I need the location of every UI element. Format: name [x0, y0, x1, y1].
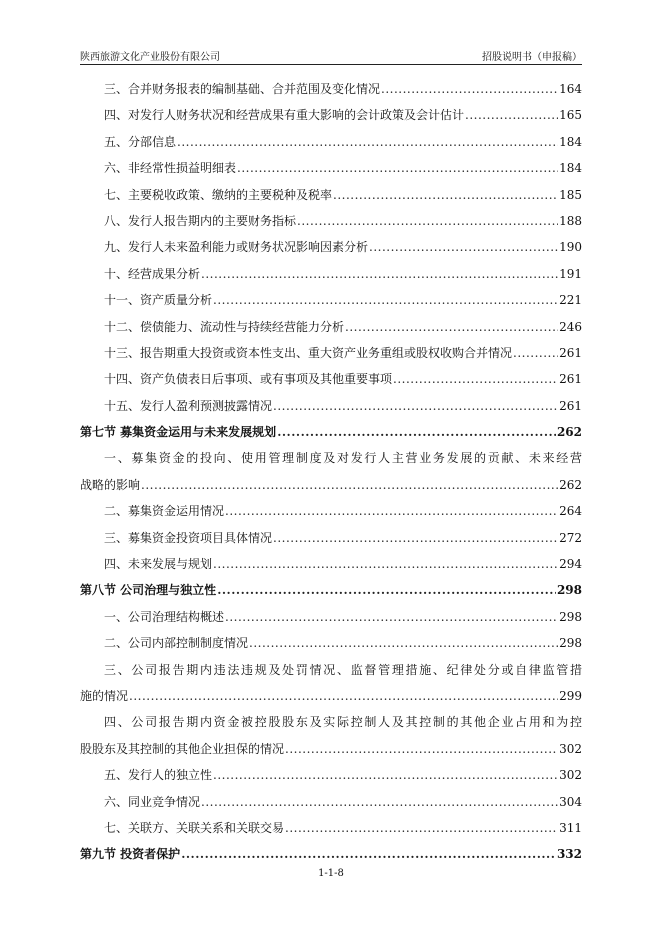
toc-section-entry[interactable] — [80, 577, 582, 603]
dot-leader — [369, 234, 558, 260]
toc-entry[interactable] — [80, 551, 582, 577]
dot-leader — [273, 525, 558, 551]
toc-entry-title: 九、发行人未来盈利能力或财务状况影响因素分析 — [104, 240, 369, 255]
toc-entry-title: 二、募集资金运用情况 — [104, 504, 225, 519]
toc-entry-title: 十三、报告期重大投资或资本性支出、重大资产业务重组或股权收购合并情况 — [104, 345, 513, 360]
toc-entry-page-number: 246 — [559, 319, 582, 334]
toc-entry-title: 十四、资产负债表日后事项、或有事项及其他重要事项 — [104, 372, 393, 387]
toc-entry-page-number: 190 — [559, 240, 582, 255]
page-header — [80, 46, 582, 65]
toc-entry-title: 七、关联方、关联关系和关联交易 — [104, 820, 285, 835]
toc-entry-title: 六、非经常性损益明细表 — [104, 161, 237, 176]
toc-entry[interactable] — [80, 287, 582, 313]
dot-leader — [333, 182, 558, 208]
toc-entry[interactable] — [80, 815, 582, 841]
toc-entry[interactable] — [80, 314, 582, 340]
toc-entry-title: 三、合并财务报表的编制基础、合并范围及变化情况 — [104, 82, 381, 96]
toc-entry-page-number: 261 — [559, 345, 582, 360]
toc-entry-title: 十、经营成果分析 — [104, 266, 201, 281]
toc-entry-title: 十五、发行人盈利预测披露情况 — [104, 398, 273, 413]
toc-entry-title: 第八节 公司治理与独立性 — [80, 583, 217, 598]
dot-leader — [249, 630, 558, 656]
dot-leader — [277, 419, 556, 445]
toc-entry[interactable] — [80, 498, 582, 524]
dot-leader — [213, 551, 558, 577]
toc-entry-title: 股股东及其控制的其他企业担保的情况 — [80, 741, 285, 756]
toc-entry-page-number: 184 — [559, 134, 582, 149]
toc-entry[interactable] — [80, 129, 582, 155]
toc-entry-page-number: 299 — [559, 688, 582, 703]
dot-leader — [513, 340, 558, 366]
toc-entry-page-number: 188 — [559, 213, 582, 228]
toc-entry-title: 十一、资产质量分析 — [104, 293, 213, 308]
toc-entry-page-number: 302 — [559, 768, 582, 783]
toc-entry-title-line: 三、公司报告期内违法违规及处罚情况、监督管理措施、纪律处分或自律监管措 — [104, 662, 582, 677]
dot-leader — [393, 366, 558, 392]
dot-leader — [225, 604, 558, 630]
page-number: 1-1-8 — [318, 868, 344, 879]
toc-section-entry[interactable] — [80, 841, 582, 867]
dot-leader — [345, 314, 558, 340]
dot-leader — [381, 76, 558, 102]
toc-entry-page-number: 311 — [559, 820, 582, 835]
dot-leader — [141, 472, 558, 498]
toc-entry-page-number: 304 — [559, 794, 582, 809]
toc-entry-page-number: 261 — [559, 372, 582, 387]
toc-entry[interactable] — [80, 789, 582, 815]
toc-entry[interactable] — [80, 208, 582, 234]
dot-leader — [177, 129, 558, 155]
toc-entry-title: 五、分部信息 — [104, 134, 177, 149]
dot-leader — [285, 815, 558, 841]
toc-entry-page-number: 261 — [559, 398, 582, 413]
toc-section-entry[interactable] — [80, 419, 582, 445]
toc-entry[interactable] — [80, 657, 582, 710]
toc-entry-title: 第九节 投资者保护 — [80, 847, 181, 862]
toc-entry-page-number: 164 — [559, 82, 582, 96]
dot-leader — [297, 208, 558, 234]
toc-entry[interactable] — [80, 393, 582, 419]
toc-entry[interactable] — [80, 261, 582, 287]
dot-leader — [237, 155, 558, 181]
toc-entry-page-number: 221 — [559, 293, 582, 308]
toc-entry-title: 二、公司内部控制制度情况 — [104, 636, 249, 651]
toc-entry-page-number: 262 — [556, 425, 582, 440]
toc-entry[interactable] — [80, 76, 582, 102]
toc-entry[interactable] — [80, 234, 582, 260]
toc-entry[interactable] — [80, 366, 582, 392]
dot-leader — [201, 261, 558, 287]
toc-entry-page-number: 298 — [556, 583, 582, 598]
toc-entry[interactable] — [80, 604, 582, 630]
header-company-name: 陕西旅游文化产业股份有限公司 — [80, 52, 220, 63]
toc-entry-page-number: 298 — [559, 636, 582, 651]
toc-entry[interactable] — [80, 630, 582, 656]
dot-leader — [213, 762, 558, 788]
dot-leader — [213, 287, 558, 313]
toc-entry-title: 十二、偿债能力、流动性与持续经营能力分析 — [104, 319, 345, 334]
toc-entry-page-number: 298 — [559, 609, 582, 624]
toc-entry-page-number: 262 — [559, 477, 582, 492]
toc-entry[interactable] — [80, 155, 582, 181]
toc-entry-page-number: 264 — [559, 504, 582, 519]
dot-leader — [285, 736, 558, 762]
toc-entry-title: 战略的影响 — [80, 477, 141, 492]
dot-leader — [129, 683, 558, 709]
header-document-type: 招股说明书（申报稿） — [482, 52, 582, 63]
toc-entry-page-number: 294 — [559, 557, 582, 572]
toc-entry-title: 四、对发行人财务状况和经营成果有重大影响的会计政策及会计估计 — [104, 108, 465, 123]
dot-leader — [201, 789, 558, 815]
toc-entry[interactable] — [80, 762, 582, 788]
dot-leader — [465, 102, 558, 128]
toc-entry-page-number: 191 — [559, 266, 582, 281]
toc-entry-page-number: 185 — [559, 187, 582, 202]
toc-entry-page-number: 302 — [559, 741, 582, 756]
toc-entry[interactable] — [80, 445, 582, 498]
toc-entry-page-number: 332 — [556, 847, 582, 862]
toc-entry-title: 六、同业竞争情况 — [104, 794, 201, 809]
toc-entry[interactable] — [80, 182, 582, 208]
toc-entry-title: 八、发行人报告期内的主要财务指标 — [104, 213, 297, 228]
dot-leader — [225, 498, 558, 524]
toc-entry-title-line: 一、募集资金的投向、使用管理制度及对发行人主营业务发展的贡献、未来经营 — [104, 451, 582, 466]
toc-entry-page-number: 184 — [559, 161, 582, 176]
toc-entry-page-number: 272 — [559, 530, 582, 545]
toc-entry[interactable] — [80, 525, 582, 551]
toc-entry-title: 第七节 募集资金运用与未来发展规划 — [80, 425, 277, 440]
toc-entry-title: 施的情况 — [80, 688, 129, 703]
toc-entry-title-line: 四、公司报告期内资金被控股股东及实际控制人及其控制的其他企业占用和为控 — [104, 715, 582, 730]
dot-leader — [273, 393, 558, 419]
toc-entry-title: 四、未来发展与规划 — [104, 557, 213, 572]
toc-entry[interactable] — [80, 340, 582, 366]
toc-entry-title: 五、发行人的独立性 — [104, 768, 213, 783]
toc-entry-title: 一、公司治理结构概述 — [104, 609, 225, 624]
toc-entry-page-number: 165 — [559, 108, 582, 123]
table-of-contents — [80, 76, 582, 868]
toc-entry[interactable] — [80, 709, 582, 762]
dot-leader — [181, 841, 556, 867]
toc-entry[interactable] — [80, 102, 582, 128]
dot-leader — [217, 577, 556, 603]
toc-entry-title: 三、募集资金投资项目具体情况 — [104, 530, 273, 545]
toc-entry-title: 七、主要税收政策、缴纳的主要税种及税率 — [104, 187, 333, 202]
